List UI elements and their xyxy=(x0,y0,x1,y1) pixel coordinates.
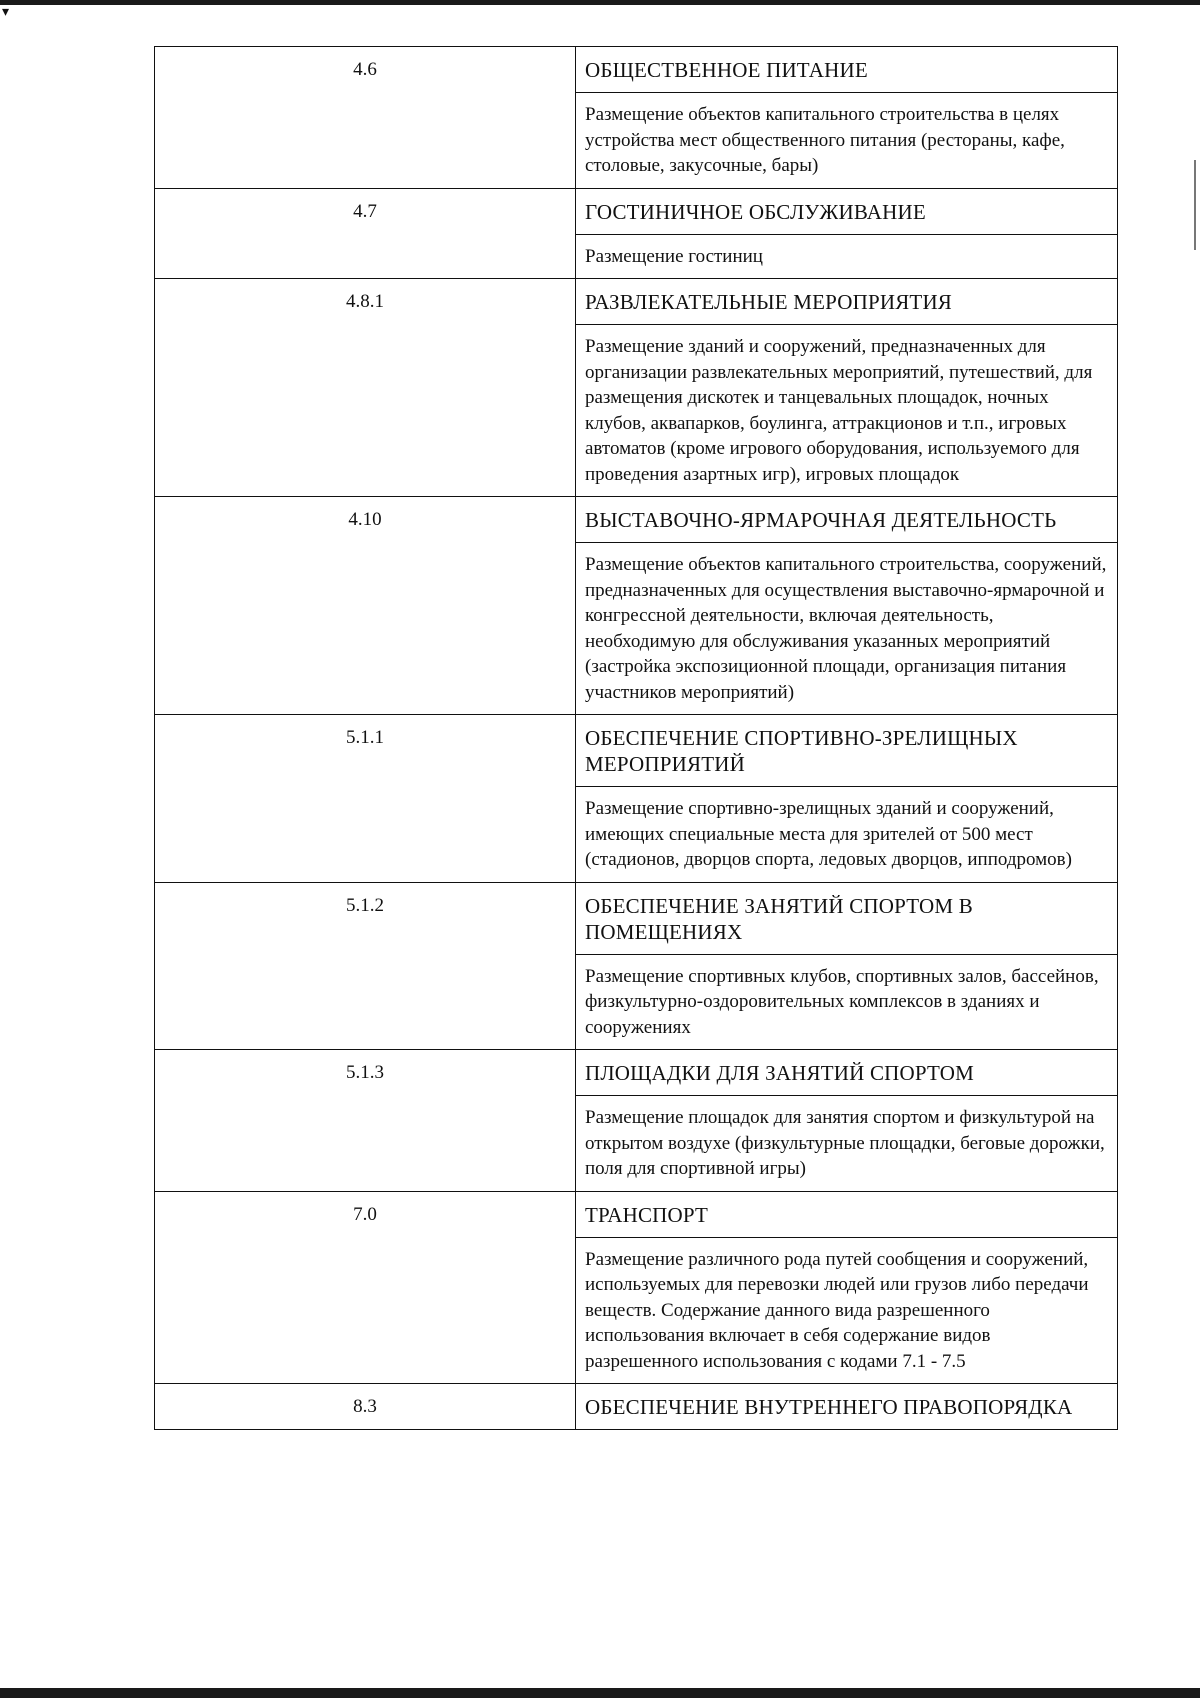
table-row xyxy=(155,1383,1117,1429)
row-body: Размещение различного рода путей сообщения и сооружений, используемых для перевозки людей или грузов либо передачи веществ. Содержание данного вида разрешенного использования включает в себя содержание видов разрешенного использования с кодами 7.1 - 7.5 xyxy=(585,1248,1089,1372)
row-body: Размещение объектов капитального строительства, сооружений, предназначенных для осуществления выставочно-ярмарочной и конгрессной деятельности, включая деятельность, необходимую для обслуживания указанных мероприятий (застройка экспозиционной площади, организация питания участников мероприятий) xyxy=(585,554,1107,703)
row-description xyxy=(576,1384,1117,1429)
table-row xyxy=(155,882,1117,1050)
row-body: Размещение гостиниц xyxy=(585,245,763,267)
row-description xyxy=(576,1192,1117,1384)
row-description xyxy=(576,47,1117,188)
row-description xyxy=(576,497,1117,714)
land-use-table xyxy=(154,46,1118,1430)
row-code: 4.10 xyxy=(155,497,576,714)
table-row xyxy=(155,714,1117,882)
row-title: РАЗВЛЕКАТЕЛЬНЫЕ МЕРОПРИЯТИЯ xyxy=(576,279,1117,325)
table-row xyxy=(155,278,1117,496)
row-body: Размещение объектов капитального строительства в целях устройства мест общественного питания (рестораны, кафе, столовые, закусочные, бары) xyxy=(585,104,1065,176)
scan-border-top xyxy=(0,0,1200,5)
row-description xyxy=(576,715,1117,882)
row-title: ГОСТИНИЧНОЕ ОБСЛУЖИВАНИЕ xyxy=(576,189,1117,235)
row-code: 4.8.1 xyxy=(155,279,576,496)
row-description xyxy=(576,883,1117,1050)
table-row xyxy=(155,188,1117,279)
row-title: ОБЩЕСТВЕННОЕ ПИТАНИЕ xyxy=(576,47,1117,93)
scan-artifact-mark: ▾ xyxy=(2,5,10,20)
row-title: ПЛОЩАДКИ ДЛЯ ЗАНЯТИЙ СПОРТОМ xyxy=(576,1050,1117,1096)
row-title: ОБЕСПЕЧЕНИЕ ЗАНЯТИЙ СПОРТОМ В ПОМЕЩЕНИЯХ xyxy=(576,883,1117,955)
row-code: 5.1.2 xyxy=(155,883,576,1050)
row-body: Размещение спортивных клубов, спортивных залов, бассейнов, физкультурно-оздоровительных комплексов в зданиях и сооружениях xyxy=(585,965,1099,1038)
table-row xyxy=(155,1049,1117,1191)
row-body: Размещение зданий и сооружений, предназначенных для организации развлекательных мероприятий, путешествий, для размещения дискотек и танцевальных площадок, ночных клубов, аквапарков, боулинга, аттракционов и т.п., игровых автоматов (кроме игрового оборудования, используемого для проведения азартных игр), игровых площадок xyxy=(585,336,1093,485)
row-code: 4.7 xyxy=(155,189,576,279)
row-body: Размещение спортивно-зрелищных зданий и сооружений, имеющих специальные места для зрителей от 500 мест (стадионов, дворцов спорта, ледовых дворцов, ипподромов) xyxy=(585,798,1072,870)
table-row xyxy=(155,496,1117,714)
row-title: ВЫСТАВОЧНО-ЯРМАРОЧНАЯ ДЕЯТЕЛЬНОСТЬ xyxy=(576,497,1117,543)
row-code: 4.6 xyxy=(155,47,576,188)
row-title: ОБЕСПЕЧЕНИЕ ВНУТРЕННЕГО ПРАВОПОРЯДКА xyxy=(585,1395,1073,1419)
table-row xyxy=(155,1191,1117,1384)
row-body: Размещение площадок для занятия спортом и физкультурой на открытом воздухе (физкультурные площадки, беговые дорожки, поля для спортивной игры) xyxy=(585,1107,1105,1179)
table-row xyxy=(155,47,1117,188)
row-code: 8.3 xyxy=(155,1384,576,1429)
row-code: 7.0 xyxy=(155,1192,576,1384)
row-code: 5.1.1 xyxy=(155,715,576,882)
row-title: ОБЕСПЕЧЕНИЕ СПОРТИВНО-ЗРЕЛИЩНЫХ МЕРОПРИЯТИЙ xyxy=(576,715,1117,787)
row-description xyxy=(576,189,1117,279)
scan-border-bottom xyxy=(0,1688,1200,1698)
row-code: 5.1.3 xyxy=(155,1050,576,1191)
row-title: ТРАНСПОРТ xyxy=(576,1192,1117,1238)
row-description xyxy=(576,279,1117,496)
row-description xyxy=(576,1050,1117,1191)
scan-edge-artifact xyxy=(1194,160,1196,250)
